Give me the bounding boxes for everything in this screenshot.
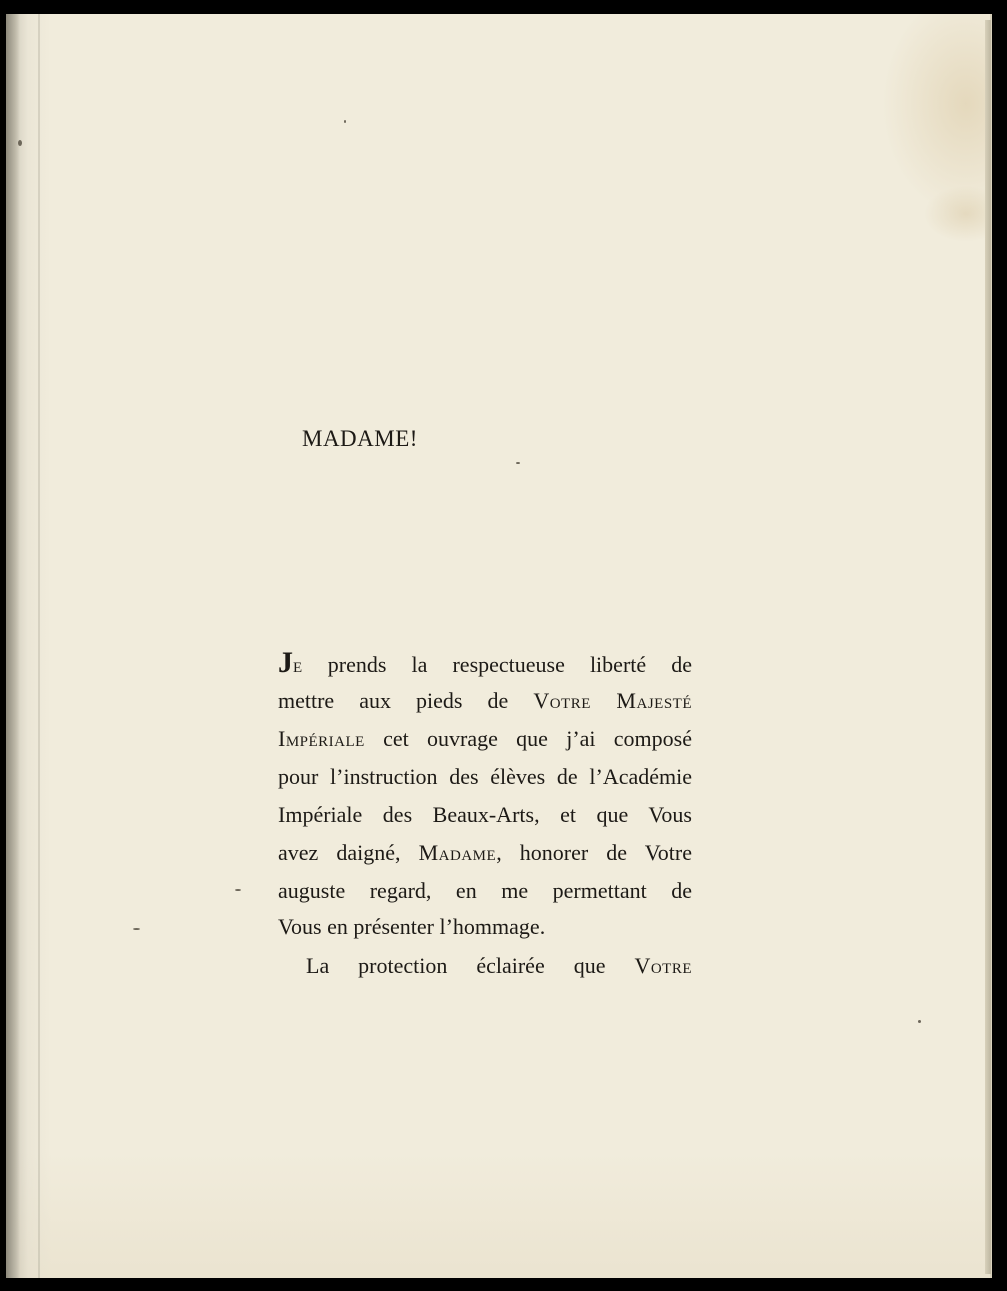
text-line <box>306 953 692 979</box>
line-text: pour l’instruction des élèves de l’Académie <box>278 764 692 789</box>
text-line <box>278 726 692 752</box>
text-line <box>278 764 692 790</box>
paper-speck <box>516 462 520 464</box>
line-text: , honorer de Votre <box>496 840 692 865</box>
text-line <box>278 688 692 714</box>
salutation-heading: MADAME! <box>302 426 418 451</box>
paper-speck <box>235 889 241 891</box>
line-text: Vous en présenter l’hommage. <box>278 914 546 939</box>
line-text: Impériale des Beaux-Arts, et que Vous <box>278 802 692 827</box>
text-line <box>278 914 692 940</box>
line-text: avez daigné, <box>278 840 419 865</box>
paper-speck <box>18 140 22 146</box>
small-caps-text: e <box>293 652 303 677</box>
line-text: auguste regard, en me permettant de <box>278 878 692 903</box>
text-line <box>278 802 692 828</box>
line-text: mettre aux pieds de <box>278 688 534 713</box>
small-caps-text: Votre <box>634 953 692 978</box>
page-edge <box>985 20 991 1274</box>
small-caps-text: Votre Majesté <box>533 688 692 713</box>
drop-cap: J <box>278 646 293 679</box>
small-caps-text: Madame <box>418 840 497 865</box>
line-text: cet ouvrage que j’ai composé <box>364 726 692 751</box>
line-text: La protection éclairée que <box>306 953 635 978</box>
text-line <box>278 646 692 679</box>
text-line <box>278 878 692 904</box>
gutter-fold <box>38 14 40 1278</box>
line-text: prends la respectueuse liberté de <box>302 652 692 677</box>
text-line <box>278 840 692 866</box>
paper-speck <box>918 1020 921 1023</box>
spine-shadow <box>6 14 20 1278</box>
small-caps-text: Impériale <box>278 726 365 751</box>
paper-speck <box>133 928 140 930</box>
paper-speck <box>344 120 346 123</box>
book-page <box>6 14 992 1278</box>
